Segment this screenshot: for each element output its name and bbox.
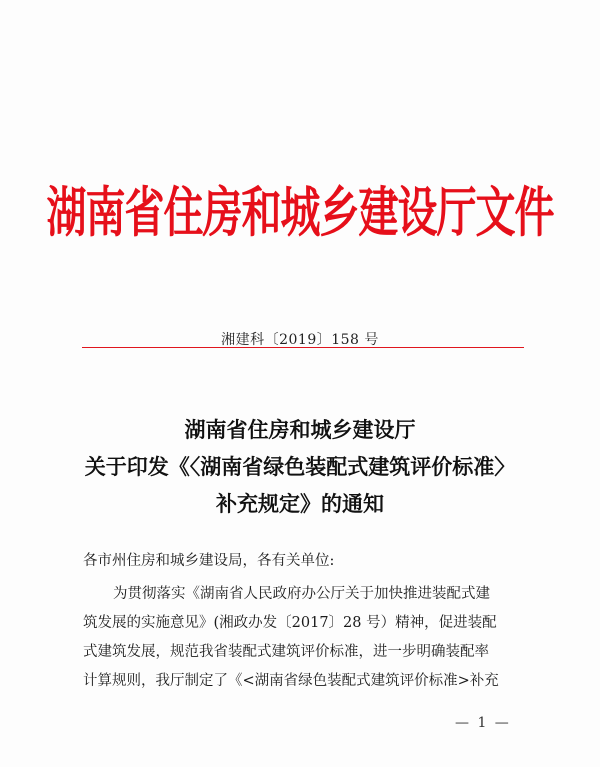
notice-title-line-1: 湖南省住房和城乡建设厅	[184, 418, 416, 442]
salutation: 各市州住房和城乡建设局，各有关单位:	[83, 553, 335, 569]
body-paragraph-line: 筑发展的实施意见》(湘政办发〔2017〕28 号）精神，促进装配	[83, 615, 497, 631]
document-number: 湘建科〔2019〕158 号	[221, 332, 379, 348]
issuer-header: 湖南省住房和城乡建设厅文件	[46, 182, 554, 245]
notice-title-line-2: 关于印发《〈湖南省绿色装配式建筑评价标准〉	[84, 455, 516, 479]
body-paragraph-line: 计算规则，我厅制定了《<湖南省绿色装配式建筑评价标准>补充	[83, 673, 499, 689]
body-paragraph-line: 为贯彻落实《湖南省人民政府办公厅关于加快推进装配式建	[113, 586, 490, 602]
page-number: — 1 —	[455, 715, 511, 731]
notice-title-line-3: 补充规定》的通知	[216, 492, 384, 516]
body-paragraph-line: 式建筑发展，规范我省装配式建筑评价标准，进一步明确装配率	[83, 644, 489, 660]
red-divider-line	[82, 347, 524, 348]
